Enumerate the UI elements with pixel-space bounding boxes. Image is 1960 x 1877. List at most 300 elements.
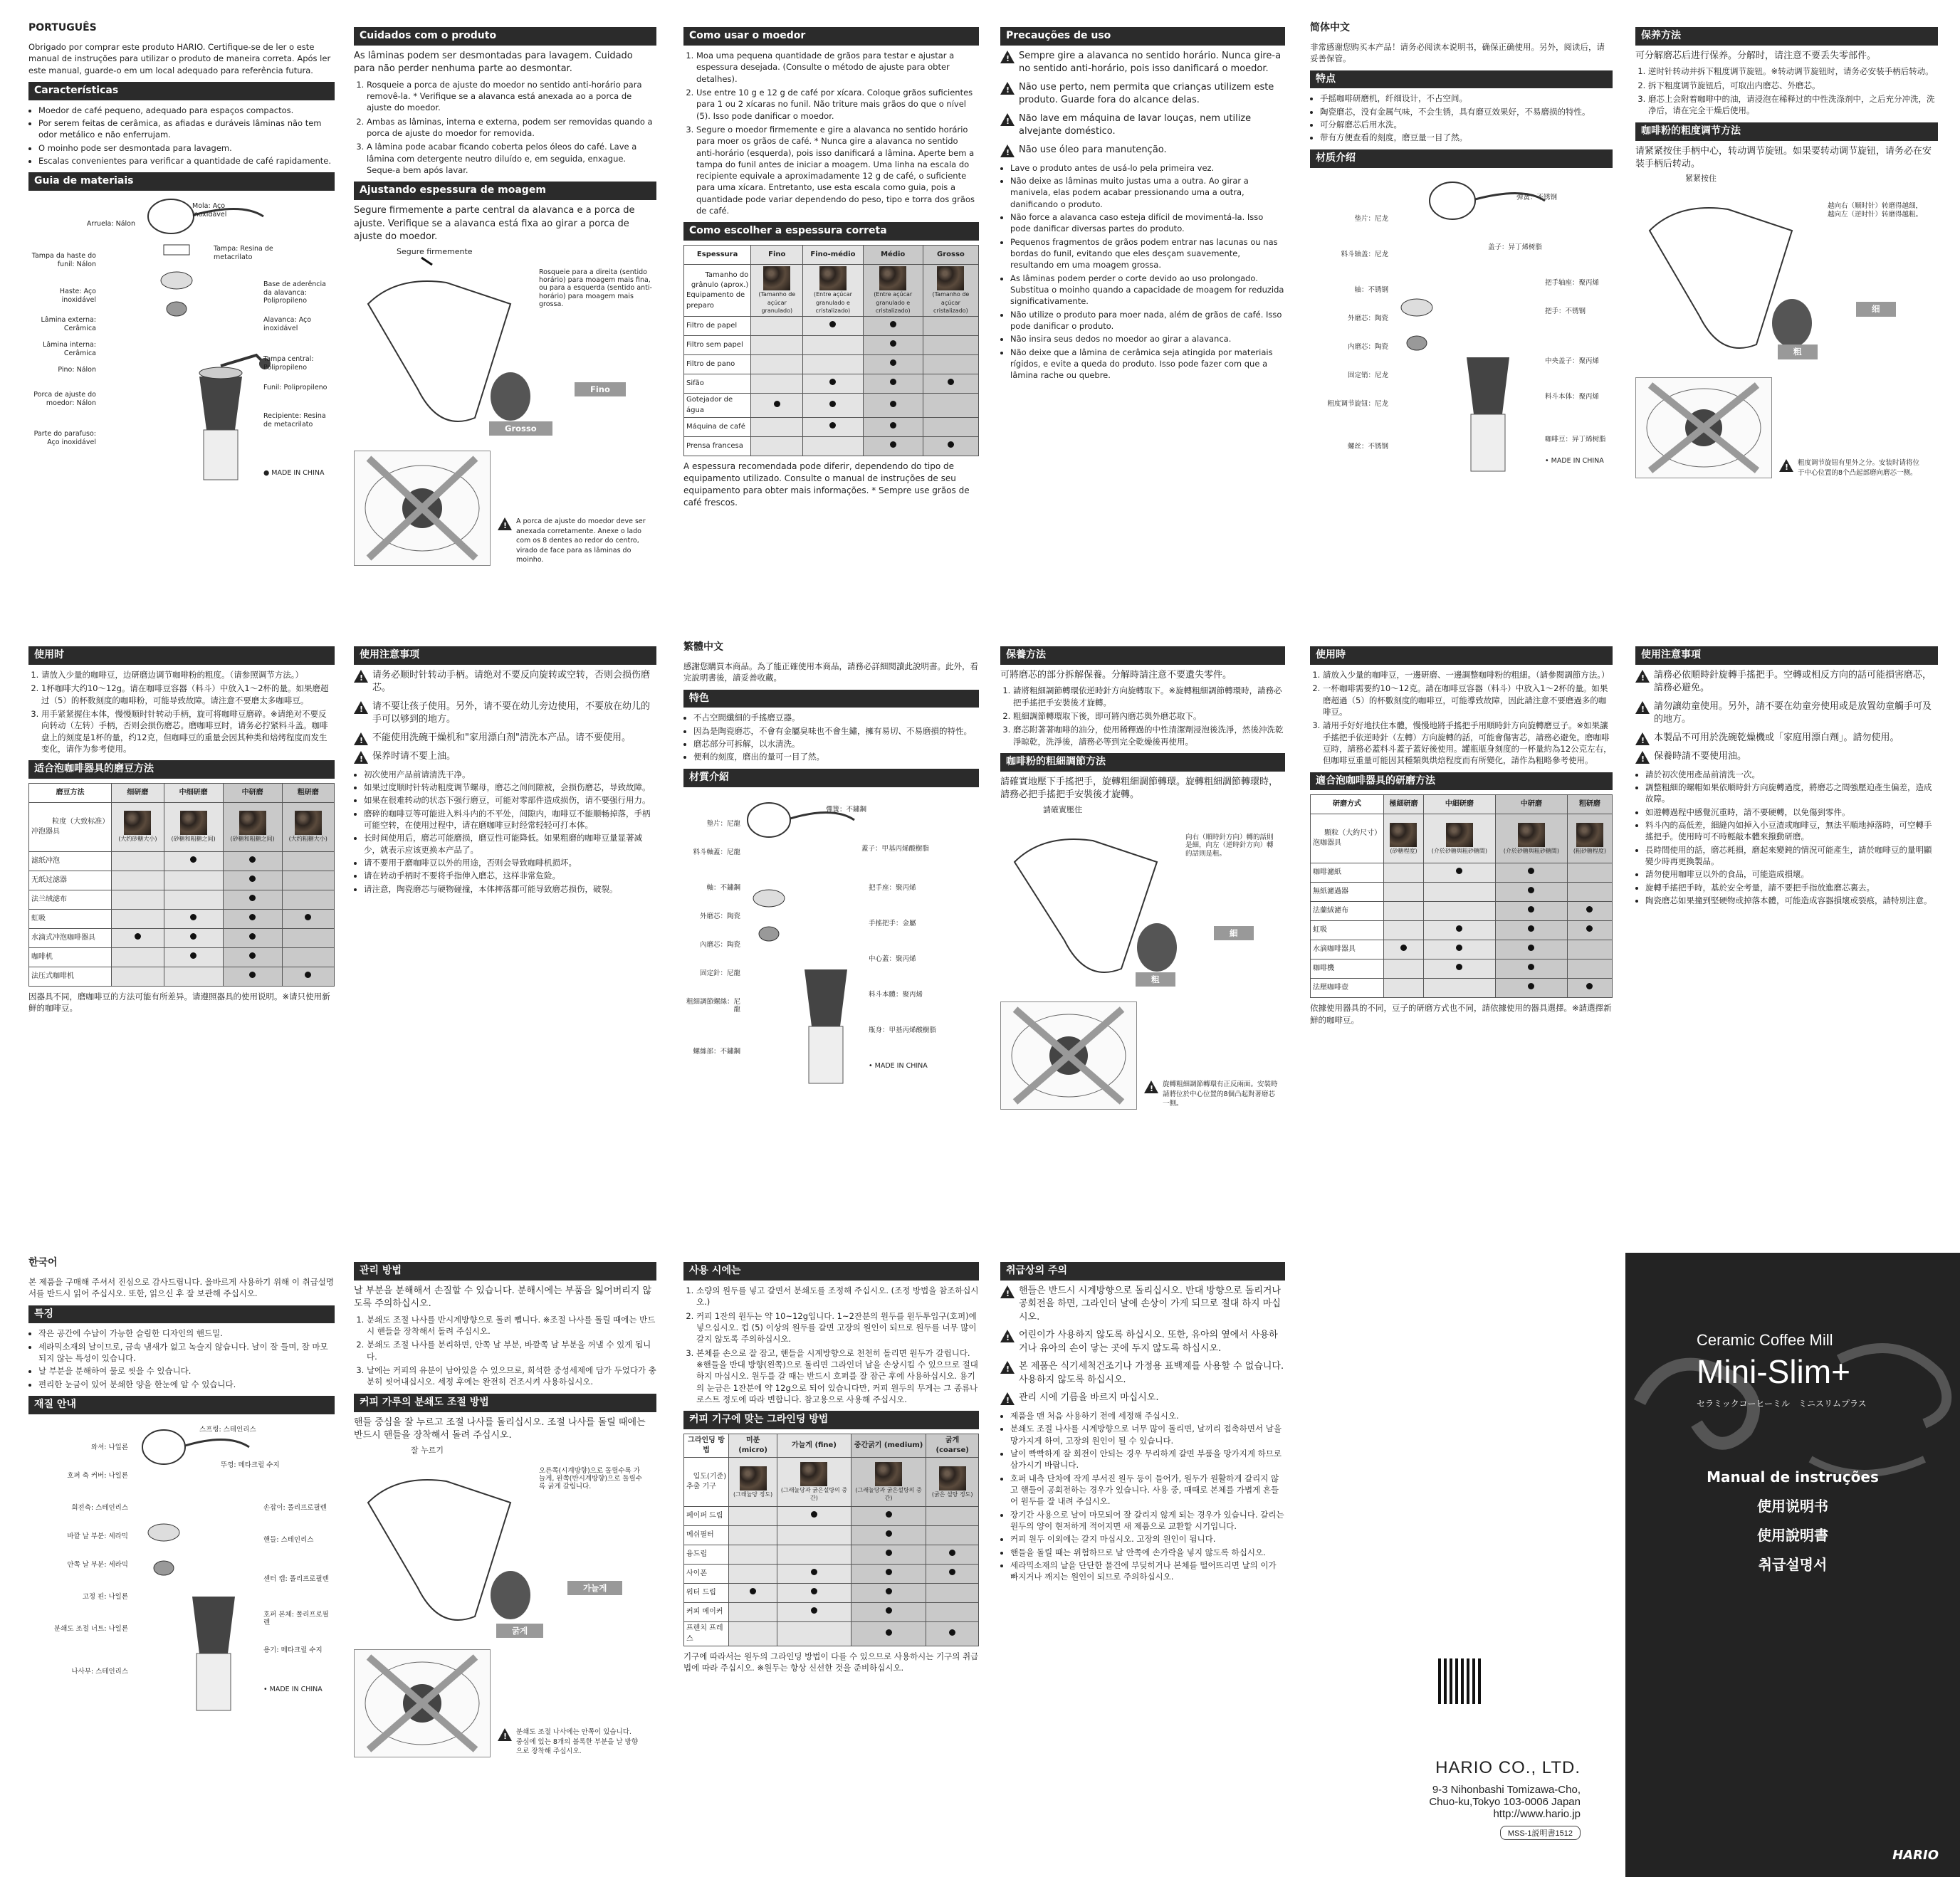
adjust-direction-note: 오른쪽(시계방향)으로 돌릴수록 가늘게, 왼쪽(반시계방향)으로 돌릴수록 굵게 갈립니다.: [539, 1466, 642, 1491]
warning: ! 请务必顺时针转动手柄。请绝对不要反向旋转或空转，否则会损伤磨芯。: [354, 669, 656, 695]
table-cell: [803, 355, 863, 374]
pt-intro-column: [28, 21, 335, 491]
list-item: • 可分解磨芯后用水洗。: [1320, 119, 1613, 130]
part-label: 뚜껑: 메타크릴 수지: [221, 1461, 280, 1469]
made-in-label: • MADE IN CHINA: [1545, 456, 1604, 465]
grind-sample-cell: (Tamanho de açúcar granulado): [751, 265, 803, 317]
list-item: • 커피 원두 이외에는 갈지 마십시오. 고장의 원인이 됩니다.: [1010, 1533, 1285, 1545]
coffee-grounds-icon: [180, 811, 207, 835]
list-item: • 長時間使用的話，磨芯耗損，磨起來變鈍的情況可能產生，請於咖啡豆的量明顯變少時再更換製品。: [1645, 844, 1938, 868]
company-name: HARIO CO., LTD.: [1435, 1758, 1581, 1777]
part-label: Recipiente: Resina de metacrilato: [263, 412, 326, 428]
warning: ! Não use óleo para manutenção.: [1000, 144, 1285, 157]
list-item: • 请注意，陶瓷磨芯与硬物碰撞，本体摔落都可能导致磨芯损伤，破裂。: [364, 883, 656, 895]
list-item: • 磨碎的咖啡豆等可能进入料斗内的不平处，间隙内，咖啡豆不能顺畅掉落，手柄可能空转，在使用过程中，请在磨咖啡豆时经常轻轻可打本体。: [364, 808, 656, 831]
grind-sample-cell: (大约粗糖大小): [282, 803, 334, 852]
recommended-dot-icon: [886, 1588, 892, 1594]
list-item: • 请在转动手柄时不要将手指伸入磨芯，这样非常危险。: [364, 870, 656, 881]
coffee-grounds-icon: [1518, 823, 1545, 847]
section-header: 保養方法: [1000, 646, 1285, 665]
recommended-dot-icon: [305, 972, 311, 978]
table-cell: [1384, 883, 1424, 902]
equipment-name: 水滴式冲泡咖啡器具: [29, 929, 112, 948]
table-cell: [751, 355, 803, 374]
table-cell: [751, 374, 803, 394]
table-cell: [1423, 883, 1495, 902]
coffee-grounds-icon: [875, 1462, 902, 1486]
section-header: 使用注意事项: [354, 646, 656, 665]
intro-text: Obrigado por comprar este produto HARIO. Certifique-se de ler o este manual de instruções para utilizar o produto de maneira correta. Após ler este manual, guarde-o em um local adequado para referência futura.: [28, 41, 331, 75]
company-address-2: Chuo-ku,Tokyo 103-0006 Japan: [1429, 1796, 1581, 1808]
table-cell: [751, 336, 803, 355]
table-cell: [112, 910, 164, 929]
grind-sample-cell: (砂糖程度): [1384, 814, 1424, 863]
table-header-cell: 中细研磨: [164, 784, 223, 803]
list-item: 1. 소량의 원두를 넣고 갈면서 분쇄도를 조정해 주십시오. (조정 방법을 참조하십시오.): [696, 1285, 979, 1308]
list-item: • 날 부분을 분해하여 물로 씻을 수 있습니다.: [38, 1365, 335, 1377]
table-row: [29, 871, 335, 890]
table-cell: [282, 967, 334, 987]
table-cell: [777, 1622, 851, 1646]
section-header: 使用注意事項: [1635, 646, 1938, 665]
adjust-diagram: [354, 1446, 656, 1645]
list-item: 3. A lâmina pode acabar ficando coberta pelos óleos do café. Lave a lâmina com detergente neutro diluído e, em seguida, enxague. Seque-a bem após lavar.: [367, 141, 656, 176]
table-row: [1311, 902, 1613, 921]
zh-s-intro-column: [1310, 21, 1613, 485]
coffee-grounds-icon: [937, 266, 964, 290]
fine-badge: 细: [1856, 302, 1896, 316]
grind-sample-cell: (Entre açúcar granulado e cristalizado): [803, 265, 863, 317]
adjust-direction-note: Rosqueie para a direita (sentido horário) para moagem mais fina, ou para a esquerda (sentido anti-horário) para moagem mais grossa.: [539, 268, 652, 309]
grind-sample-cell: (그래뉼당과 굵은설탕의 중간): [851, 1458, 926, 1507]
care-intro: 可分解磨芯后进行保养。分解时，请注意不要丢失零部件。: [1635, 50, 1877, 61]
table-header-cell: 중간굵기 (medium): [851, 1434, 926, 1458]
table-cell: [926, 1545, 979, 1565]
adjust-warning-block: [354, 1645, 656, 1762]
section-header: 咖啡粉的粗度调节方法: [1635, 122, 1938, 141]
part-label: Tampa central: Polipropileno: [263, 355, 314, 372]
warning-icon: [1144, 1081, 1158, 1093]
parts-diagram: [28, 1419, 335, 1725]
list-item: • 작은 공간에 수납이 가능한 슬림한 디자인의 핸드밀.: [38, 1327, 335, 1339]
coffee-grounds-icon: [879, 266, 906, 290]
warning: ! 분쇄도 조절 나사에는 안쪽이 있습니다. 중심에 있는 8개의 볼록한 부분을 날 방향으로 장착해 주십시오.: [498, 1728, 640, 1756]
company-url[interactable]: http://www.hario.jp: [1493, 1808, 1581, 1820]
table-cell: [729, 1584, 777, 1603]
recommended-dot-icon: [190, 933, 196, 940]
company-block: [1353, 1758, 1581, 1840]
part-label: 固定針：尼龍: [699, 969, 740, 977]
part-label: 内磨芯：陶瓷: [1347, 342, 1388, 351]
recommended-dot-icon: [1528, 983, 1534, 989]
manual-title: Manual de instruções: [1707, 1468, 1879, 1486]
list-item: 3. 磨芯附著著咖啡的油分，使用稀釋過的中性清潔劑浸泡後洗淨，然後沖洗乾淨晾乾，洗淨後，請務必等到完全乾燥後再使用。: [1013, 724, 1285, 747]
care-steps: [354, 1314, 656, 1388]
adjust-direction-note: 向右（順時針方向）轉的話則是細，向左（逆時針方向）轉的話則是粗。: [1185, 833, 1274, 858]
list-item: 3. 날에는 커피의 유분이 남아있을 수 있으므로, 희석한 중성세제에 담가 두었다가 충분히 씻어내십시오. 세정 후에는 완전히 건조시켜 사용하십시오.: [367, 1365, 656, 1388]
table-cell: [803, 394, 863, 417]
list-item: • Lave o produto antes de usá-lo pela primeira vez.: [1010, 162, 1285, 174]
table-cell: [729, 1545, 777, 1565]
recommended-dot-icon: [948, 379, 954, 385]
grind-sample-cell: (Entre açúcar granulado e cristalizado): [863, 265, 923, 317]
table-cell: [851, 1507, 926, 1526]
table-cell: [1423, 863, 1495, 883]
recommended-dot-icon: [949, 1629, 955, 1636]
recommended-dot-icon: [1456, 945, 1462, 951]
table-row: [29, 948, 335, 967]
recommended-dot-icon: [890, 422, 896, 428]
grind-sample-cell: (介於砂糖與粗砂糖間): [1495, 814, 1567, 863]
warning-icon: [1000, 1392, 1015, 1405]
table-header-cell: Espessura: [684, 246, 751, 265]
warning: ! 粗度调节旋钮有里外之分。安装时请将位于中心位置的8个凸起部磨向磨芯一侧。: [1779, 458, 1922, 478]
list-item: • Não deixe as lâminas muito justas uma a outra. Ao girar a manivela, elas podem acabar pressionando uma a outra, danificando o produto.: [1010, 175, 1285, 210]
table-cell: [112, 929, 164, 948]
table-cell: [1567, 883, 1612, 902]
part-label: 咖啡豆：异丁烯树脂: [1545, 435, 1606, 443]
grind-table: [28, 783, 335, 987]
list-item: 2. 1杯咖啡大约10～12g。请在咖啡豆容器（料斗）中放入1～2杯的量。如果磨超过（5）的杯数刻度的咖啡粉，可能导致故障。请注意不要磨太多咖啡豆。: [41, 683, 335, 706]
recommended-dot-icon: [1456, 964, 1462, 970]
part-label: 轴：不锈钢: [1354, 285, 1388, 294]
list-item: 1. Moa uma pequena quantidade de grãos para testar e ajustar a espessura desejada. (Consulte o método de ajuste para obter detalhes).: [696, 50, 979, 85]
recommended-dot-icon: [249, 914, 256, 920]
table-cell: [863, 417, 923, 436]
part-label: 瓶身：甲基丙烯酸樹脂: [869, 1026, 937, 1034]
part-label: Alavanca: Aço inoxidável: [263, 316, 312, 332]
adjust-text: 请紧紧按住手柄中心，转动调节旋钮。如果要转动调节旋钮，请务必在安装手柄后转动。: [1635, 145, 1932, 169]
made-in-label: • MADE IN CHINA: [263, 1685, 323, 1693]
list-item: 3. 用手紧紧握住本体，慢慢顺时针转动手柄，旋可将咖啡豆磨碎。※请绝对不要反向转动（左转）手柄，否则会损伤磨芯。磨咖啡豆时，请务必拧紧料斗盖。咖啡盘上的刻度是1杯的量，约12克，但咖啡豆的重量会因其种类和焙烤程度而发生变化，请作为参考使用。: [41, 708, 335, 755]
part-label: 固定销：尼龙: [1347, 371, 1388, 379]
table-cell: [282, 890, 334, 910]
table-row: [684, 336, 979, 355]
care-steps: [1635, 65, 1938, 116]
coffee-grounds-icon: [1576, 823, 1603, 847]
warning: ! 본 제품은 식기세척건조기나 가정용 표백제를 사용할 수 없습니다. 사용하지 않도록 하십시오.: [1000, 1360, 1285, 1387]
part-label: 호퍼 본체: 폴리프로필렌: [263, 1610, 329, 1627]
part-label: 墊片：尼龍: [706, 819, 740, 828]
coarse-badge: Grosso: [489, 421, 552, 436]
recommended-dot-icon: [249, 856, 256, 863]
table-row: [684, 1545, 979, 1565]
choose-note: 기구에 따라서는 원두의 그라인딩 방법이 다를 수 있으므로 사용하시는 기구의 취급법에 따라 주십시오. ※원두는 항상 신선한 것을 준비하십시오.: [683, 1651, 979, 1673]
recommended-dot-icon: [886, 1629, 892, 1636]
precautions-list: [354, 769, 656, 895]
table-cell: [282, 871, 334, 890]
table-cell: [851, 1603, 926, 1622]
section-header: 适合泡咖啡器具的磨豆方法: [28, 760, 335, 779]
part-label: 분쇄도 조절 너트: 나일론: [53, 1624, 128, 1633]
table-cell: [164, 871, 223, 890]
hold-label: Segure firmemente: [397, 246, 473, 256]
grinder-exploded-illustration: [28, 1419, 335, 1725]
table-cell: [1495, 883, 1567, 902]
table-cell: [1567, 863, 1612, 883]
recommended-dot-icon: [811, 1569, 817, 1575]
zh-t-precautions-column: [1635, 641, 1938, 910]
part-label: 中央盖子：聚丙烯: [1545, 357, 1600, 365]
table-cell: [926, 1622, 979, 1646]
warning-icon: [1779, 459, 1793, 472]
adjust-direction-note: 越向右（顺时针）转磨得越细，越向左（逆时针）转磨得越粗。: [1828, 202, 1923, 219]
section-header: 適合泡咖啡器具的研磨方法: [1310, 772, 1613, 791]
section-header: 관리 방법: [354, 1262, 656, 1281]
table-row: [1311, 883, 1613, 902]
section-header: Guia de materiais: [28, 172, 335, 191]
warning: ! 請務必依順時針旋轉手搖把手。空轉或相反方向的話可能損害磨芯，請務必避免。: [1635, 669, 1938, 695]
part-label: 料斗軸蓋：尼龍: [693, 848, 740, 856]
table-header-cell: 中研磨: [223, 784, 282, 803]
table-cell: [223, 871, 282, 890]
table-cell: [1495, 863, 1567, 883]
warning-icon: [1635, 732, 1650, 745]
table-cell: [923, 317, 978, 336]
table-cell: [1384, 921, 1424, 940]
part-label: 把手：不锈钢: [1545, 307, 1586, 315]
choose-note: 因器具不同，磨咖啡豆的方法可能有所差异。请遵照器具的使用说明。※请只使用新鲜的咖啡豆。: [28, 992, 330, 1014]
section-header: 사용 시에는: [683, 1262, 979, 1281]
list-item: • 調整粗細的螺帽如果依順時針方向旋轉過度，將磨芯之間強壓迫產生偏差，造成故障。: [1645, 782, 1938, 805]
section-header: Ajustando espessura de moagem: [354, 182, 656, 200]
coffee-grounds-icon: [1390, 823, 1417, 847]
table-cell: [729, 1622, 777, 1646]
features-list: [1310, 93, 1613, 143]
table-row: [1311, 863, 1613, 883]
recommended-dot-icon: [750, 1588, 756, 1594]
table-cell: [803, 436, 863, 456]
table-row: [1311, 979, 1613, 998]
part-label: 회전축: 스테인리스: [71, 1503, 128, 1512]
table-sub-header: 粒度（大致标准） 冲泡器具: [29, 803, 112, 852]
recommended-dot-icon: [829, 379, 836, 385]
list-item: • Escalas convenientes para verificar a quantidade de café rapidamente.: [38, 155, 335, 167]
table-row: [684, 394, 979, 417]
table-cell: [926, 1584, 979, 1603]
warning-icon: [498, 517, 512, 530]
table-cell: [803, 336, 863, 355]
care-intro: As lâminas podem ser desmontadas para lavagem. Cuidado para não perder nenhuma parte ao desmontar.: [354, 50, 633, 75]
table-cell: [926, 1603, 979, 1622]
ko-intro-column: [28, 1256, 335, 1725]
table-sub-header: 입도(기준) 추출 기구: [684, 1458, 729, 1507]
table-row: [1311, 959, 1613, 979]
part-label: 고정 핀: 나일론: [82, 1592, 128, 1601]
recommended-dot-icon: [1586, 906, 1593, 913]
recommended-dot-icon: [811, 1607, 817, 1614]
recommended-dot-icon: [890, 340, 896, 347]
coffee-grounds-icon: [124, 811, 151, 835]
brand-line: Ceramic Coffee Mill: [1697, 1331, 1833, 1349]
part-label: Base de aderência da alavanca: Polipropileno: [263, 280, 326, 305]
equipment-name: 水滴咖啡器具: [1311, 940, 1384, 959]
table-cell: [223, 929, 282, 948]
list-item: 2. Use entre 10 g e 12 g de café por xícara. Coloque grãos suficientes para 1 ou 2 xícaras no funil. Não triture mais grãos do que o nível (5). Isso pode danificar o moedor.: [696, 87, 979, 122]
intro-text: 非常感谢您购买本产品！请务必阅读本说明书，确保正确使用。另外，阅读后，请妥善保管。: [1310, 41, 1605, 64]
section-header: 材质介绍: [1310, 149, 1613, 168]
list-item: • Por serem feitas de cerâmica, as afiadas e duráveis lâminas não tem odor metálico e não enferrujam.: [38, 117, 335, 141]
part-label: 안쪽 날 부분: 세라믹: [67, 1560, 128, 1569]
manual-title: 使用说明书: [1757, 1498, 1828, 1515]
nut-wrong-illustration: [354, 451, 491, 566]
grind-sample-cell: (介於砂糖與粗砂糖間): [1423, 814, 1495, 863]
table-row: [29, 852, 335, 871]
section-header: 특징: [28, 1305, 335, 1324]
warning-icon: [354, 751, 368, 764]
table-header-cell: 極細研磨: [1384, 795, 1424, 814]
fine-badge: 細: [1214, 926, 1254, 940]
coarse-badge: 粗: [1136, 972, 1175, 987]
list-item: • Não deixe que a lâmina de cerâmica seja atingida por materiais rígidos, e evite a queda do produto. Isso pode fazer com que a lâmina rache ou quebre.: [1010, 347, 1285, 382]
table-cell: [923, 436, 978, 456]
grind-table: [1310, 794, 1613, 998]
section-header: Cuidados com o produto: [354, 27, 656, 46]
pt-use-column: [683, 21, 979, 512]
part-label: 料斗本体：聚丙烯: [1545, 392, 1600, 401]
table-sub-header: 顆粒（大約尺寸） 泡咖器具: [1311, 814, 1384, 863]
table-cell: [729, 1565, 777, 1584]
adjust-warning-block: [1635, 373, 1938, 483]
list-item: • As lâminas podem perder o corte devido ao uso prolongado. Substitua o moinho quando a capacidade de moagem for reduzida significativamente.: [1010, 273, 1285, 307]
features-list: [683, 712, 979, 762]
section-header: 材質介紹: [683, 769, 979, 787]
part-label: 바깥 날 부분: 세라믹: [67, 1532, 128, 1540]
parts-diagram: [1310, 172, 1613, 485]
table-row: [684, 1622, 979, 1646]
part-label: 螺絲部：不鏽鋼: [693, 1047, 740, 1056]
table-cell: [164, 890, 223, 910]
part-label: 센터 캡: 폴리프로필렌: [263, 1574, 329, 1583]
equipment-name: Gotejador de água: [684, 394, 751, 417]
table-row: [29, 967, 335, 987]
section-header: 保养方法: [1635, 27, 1938, 46]
ko-use-column: [683, 1256, 979, 1676]
list-item: • 請勿使用咖啡豆以外的食品，可能造成損壞。: [1645, 868, 1938, 880]
part-label: 螺丝：不锈钢: [1347, 442, 1388, 451]
list-item: • 不占空間纖細的手搖磨豆器。: [693, 712, 979, 723]
recommended-dot-icon: [829, 401, 836, 407]
table-cell: [282, 929, 334, 948]
equipment-name: Filtro de pano: [684, 355, 751, 374]
adjust-diagram: [1635, 174, 1938, 373]
table-cell: [1384, 902, 1424, 921]
warning-icon: [354, 670, 368, 683]
list-item: • Moedor de café pequeno, adequado para espaços compactos.: [38, 105, 335, 116]
features-list: [28, 105, 335, 167]
table-cell: [1567, 921, 1612, 940]
equipment-name: Prensa francesa: [684, 436, 751, 456]
warning-icon: [1000, 1330, 1015, 1342]
adjust-text: Segure firmemente a parte central da alavanca e a porca de ajuste. Verifique se a alavanca está fixa ao girar a porca de ajuste do moedor.: [354, 205, 635, 243]
table-row: [1311, 940, 1613, 959]
list-item: • 陶瓷磨芯如果撞到堅硬物或掉落本體，可能造成容器損壞或裂痕，請特別注意。: [1645, 895, 1938, 906]
table-row: [29, 929, 335, 948]
care-intro: 可將磨芯的部分拆解保養。分解時請注意不要遺失零件。: [1000, 669, 1232, 680]
table-cell: [1384, 959, 1424, 979]
equipment-name: 咖啡濾紙: [1311, 863, 1384, 883]
list-item: 2. Ambas as lâminas, interna e externa, podem ser removidas quando a porca de ajuste do moedor for removida.: [367, 116, 656, 140]
table-cell: [923, 355, 978, 374]
product-kana: セラミックコーヒーミル ミニスリムプラス: [1697, 1399, 1867, 1409]
part-label: 把手座：聚丙烯: [869, 883, 916, 892]
recommended-dot-icon: [829, 422, 836, 428]
made-in-label: ● MADE IN CHINA: [263, 469, 325, 478]
fine-badge: Fino: [575, 382, 626, 396]
table-cell: [851, 1526, 926, 1545]
recommended-dot-icon: [1586, 925, 1593, 932]
list-item: 1. 请放入少量的咖啡豆，边研磨边调节咖啡粉的粗度。（请参照调节方法。）: [41, 669, 335, 680]
equipment-name: 虹吸: [1311, 921, 1384, 940]
grind-sample-cell: (砂糖和粗糖之间): [223, 803, 282, 852]
equipment-name: 메쉬필터: [684, 1526, 729, 1545]
manual-title: 使用說明書: [1757, 1527, 1828, 1544]
recommended-dot-icon: [886, 1530, 892, 1537]
adjust-text: 핸들 중심을 잘 누르고 조절 나사를 돌리십시오. 조절 나사를 돌릴 때에는 반드시 핸들을 장착해서 돌려 주십시오.: [354, 1416, 646, 1441]
table-cell: [164, 929, 223, 948]
table-row: [29, 890, 335, 910]
table-sub-header: Tamanho do grânulo (aprox.) Equipamento de preparo: [684, 265, 751, 317]
table-header-cell: 研磨方式: [1311, 795, 1384, 814]
table-cell: [1495, 940, 1567, 959]
table-cell: [777, 1603, 851, 1622]
warning: ! A porca de ajuste do moedor deve ser anexada corretamente. Anexe o lado com os 8 dentes ao redor do centro, virado de face para as lâminas do moinho.: [498, 517, 647, 564]
recommended-dot-icon: [1528, 945, 1534, 951]
recommended-dot-icon: [1528, 868, 1534, 874]
equipment-name: 咖啡机: [29, 948, 112, 967]
part-label: 粗細調節螺絲：尼龍: [686, 997, 740, 1014]
product-name: Mini-Slim+: [1697, 1353, 1850, 1390]
part-label: 軸：不鏽鋼: [706, 883, 740, 892]
table-cell: [863, 436, 923, 456]
nut-wrong-illustration: [1635, 377, 1772, 478]
recommended-dot-icon: [249, 952, 256, 959]
table-header-cell: 미분 (micro): [729, 1434, 777, 1458]
warning-icon: [1635, 751, 1650, 764]
table-cell: [112, 890, 164, 910]
equipment-name: 咖啡機: [1311, 959, 1384, 979]
equipment-name: Filtro sem papel: [684, 336, 751, 355]
part-label: 把手轴座：聚丙烯: [1545, 278, 1600, 287]
zh-t-intro-column: [683, 641, 979, 1098]
recommended-dot-icon: [190, 952, 196, 959]
list-item: • 장기간 사용으로 날이 마모되어 잘 갈리지 않게 되는 경우가 있습니다. 갈리는 원두의 양이 현저하게 적어지면 새 제품으로 교환할 시기입니다.: [1010, 1509, 1285, 1532]
table-row: [684, 374, 979, 394]
grind-sample-cell: (大约砂糖大小): [112, 803, 164, 852]
coffee-grounds-icon: [939, 1466, 966, 1490]
section-header: 취급상의 주의: [1000, 1262, 1285, 1281]
warning-icon: [1000, 82, 1015, 95]
warning: ! 관리 시에 기름을 바르지 마십시오.: [1000, 1392, 1285, 1405]
section-header: 使用时: [28, 646, 335, 665]
part-label: 나사부: 스테인리스: [71, 1667, 128, 1676]
recommended-dot-icon: [886, 1607, 892, 1614]
section-header: Como escolher a espessura correta: [683, 222, 979, 241]
table-cell: [803, 317, 863, 336]
grind-sample-cell: (그래뉼당과 굵은설탕의 중간): [777, 1458, 851, 1507]
equipment-name: 사이폰: [684, 1565, 729, 1584]
part-label: 손잡이: 폴리프로필렌: [263, 1503, 327, 1512]
language-title: 繁體中文: [683, 641, 723, 653]
warning-icon: [1635, 701, 1650, 714]
recommended-dot-icon: [890, 441, 896, 448]
table-cell: [729, 1507, 777, 1526]
table-cell: [851, 1565, 926, 1584]
list-item: • Não insira seus dedos no moedor ao girar a alavanca.: [1010, 333, 1285, 345]
table-cell: [223, 890, 282, 910]
table-cell: [1567, 940, 1612, 959]
section-header: 커피 가루의 분쇄도 조절 방법: [354, 1394, 656, 1412]
